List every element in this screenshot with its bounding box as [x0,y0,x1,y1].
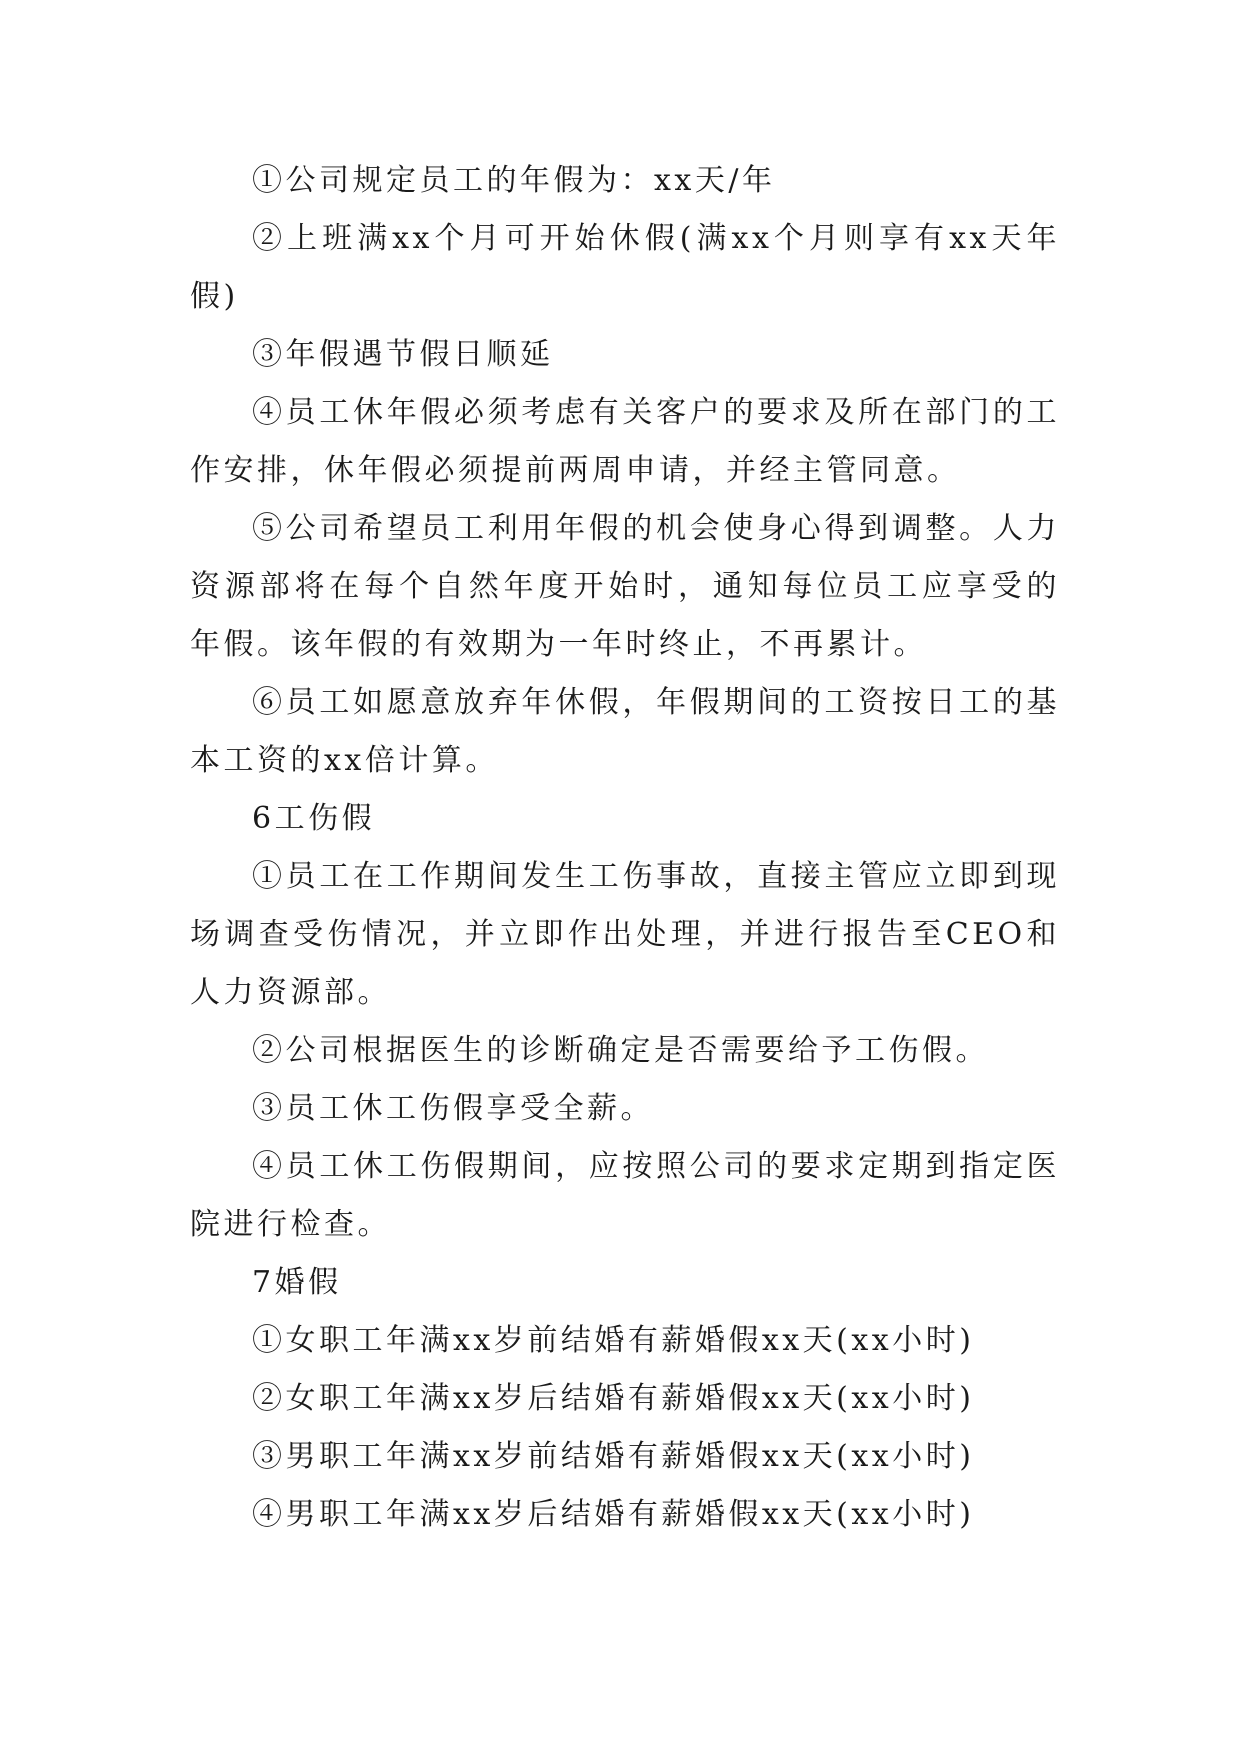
paragraph-marriage-male-before: ③男职工年满xx岁前结婚有薪婚假xx天(xx小时) [252,1439,975,1474]
paragraph-annual-leave-waiver: ⑥员工如愿意放弃年休假，年假期间的工资按日工的基本工资的xx倍计算。 [190,685,1060,778]
paragraph-injury-pay: ③员工休工伤假享受全薪。 [252,1091,654,1126]
paragraph-injury-checkup: ④员工休工伤假期间，应按照公司的要求定期到指定医院进行检查。 [190,1149,1060,1242]
paragraph-marriage-female-before: ①女职工年满xx岁前结婚有薪婚假xx天(xx小时) [252,1323,975,1358]
paragraph-annual-leave-purpose: ⑤公司希望员工利用年假的机会使身心得到调整。人力资源部将在每个自然年度开始时，通知每位员工应享受的年假。该年假的有效期为一年时终止，不再累计。 [190,511,1060,662]
paragraph-annual-leave-days: ①公司规定员工的年假为：xx天/年 [252,163,776,198]
paragraph-injury-diagnosis: ②公司根据医生的诊断确定是否需要给予工伤假。 [252,1033,989,1068]
paragraph-marriage-male-after: ④男职工年满xx岁后结婚有薪婚假xx天(xx小时) [252,1497,975,1532]
paragraph-marriage-female-after: ②女职工年满xx岁后结婚有薪婚假xx天(xx小时) [252,1381,975,1416]
section-heading-injury-leave: 6工伤假 [252,801,376,836]
paragraph-annual-leave-eligibility: ②上班满xx个月可开始休假(满xx个月则享有xx天年假) [190,221,1060,314]
paragraph-injury-report: ①员工在工作期间发生工伤事故，直接主管应立即到现场调查受伤情况，并立即作出处理，并进行报告至CEO和人力资源部。 [190,859,1060,1010]
section-heading-marriage-leave: 7婚假 [252,1265,342,1300]
paragraph-annual-leave-application: ④员工休年假必须考虑有关客户的要求及所在部门的工作安排，休年假必须提前两周申请，并经主管同意。 [190,395,1060,488]
paragraph-annual-leave-holiday: ③年假遇节假日顺延 [252,337,554,372]
document-body [190,152,1060,1544]
